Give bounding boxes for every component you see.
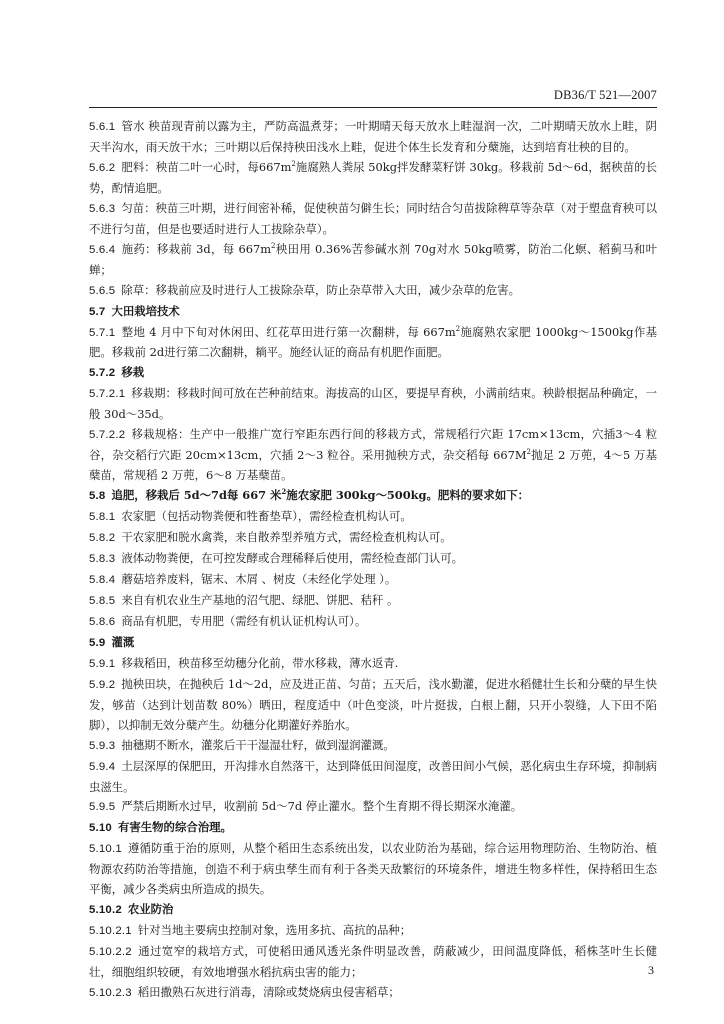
section-text: 有害生物的综合治理。	[117, 820, 232, 835]
section-number: 5.8.5	[89, 594, 116, 607]
section-heading	[89, 302, 657, 323]
section-paragraph	[89, 736, 657, 757]
section-heading	[89, 900, 657, 921]
section-paragraph	[89, 425, 657, 486]
section-number: 5.6.1	[89, 121, 116, 133]
section-text: 匀苗：秧苗三叶期，进行间密补稀，促使秧苗匀僻生长；同时结合匀苗拔除稗草等杂草（对于塑盘育秧可以不进行匀苗，但是也要适时进行人工拔除杂草）。	[89, 200, 657, 236]
section-number: 5.9.4	[89, 760, 116, 773]
section-text: 干农家肥和脱水禽粪，来自散养型养殖方式，需经检查机构认可。	[121, 530, 452, 545]
section-heading	[89, 363, 657, 384]
section-paragraph	[89, 612, 657, 633]
section-paragraph	[89, 675, 657, 736]
section-paragraph	[89, 549, 657, 570]
section-number: 5.7.1	[89, 326, 116, 339]
section-text: 液体动物粪便，在可控发酵或合理稀释后使用，需经检查部门认可。	[121, 551, 464, 566]
section-text: 除草：移栽前应及时进行人工拔除杂草，防止杂草带入大田，减少杂草的危害。	[121, 282, 521, 297]
section-text: 农业防治	[127, 902, 174, 917]
section-text: 秧田用 0.36%苦参碱水剂 70g对水 50kg喷雾，防治二化螟、稻蓟马和叶蝉；	[89, 241, 657, 277]
section-text: 严禁后期断水过早，收割前 5d～7d 停止灌水。整个生育期不得长期深水淹灌。	[121, 799, 523, 814]
section-paragraph	[89, 507, 657, 528]
section-paragraph	[89, 570, 657, 591]
section-text: 移栽期：移栽时间可放在芒种前结束。海拔高的山区，要提早育秧，小满前结束。秧龄根据品种确定，一般 30d～35d。	[89, 386, 657, 422]
section-text: 整地 4 月中下旬对休闲田、红花草田进行第一次翻耕，每 667m	[121, 324, 456, 339]
section-text: 灌溉	[111, 634, 135, 649]
section-number: 5.8	[89, 490, 106, 503]
section-paragraph	[89, 199, 657, 240]
section-text: 针对当地主要病虫控制对象，选用多抗、高抗的品种；	[137, 923, 412, 938]
section-number: 5.8.4	[89, 573, 116, 586]
section-number: 5.6.4	[89, 243, 116, 256]
section-text: 商品有机肥，专用肥（需经有机认证机构认可）。	[121, 613, 367, 628]
section-text: 通过宽窄的栽培方式，可使稻田通风透光条件明显改善，荫蔽减少，田间温度降低，稻株茎叶生长健壮，细胞组织较硬，有效地增强水稻抗病虫害的能力；	[89, 944, 657, 980]
page-body	[89, 117, 657, 1004]
section-number: 5.7.2	[89, 367, 116, 380]
section-heading	[89, 818, 657, 839]
section-paragraph	[89, 839, 657, 900]
header-rule	[89, 107, 657, 108]
section-text: 抛足 2 万蔸，4～5 万基蘖苗，常规稻 2 万蔸，6～8 万基蘖苗。	[89, 448, 657, 483]
section-text: 肥料：秧苗二叶一心时，每667m	[121, 159, 292, 174]
section-text: 土层深厚的保肥田，开沟排水自然落干，达到降低田间湿度，改善田间小气候，恶化病虫生存环境，抑制病虫滋生。	[89, 758, 657, 794]
superscript: 2	[455, 324, 461, 333]
section-text: 来自有机农业生产基地的沼气肥、绿肥、饼肥、秸秆 。	[121, 592, 399, 607]
section-paragraph	[89, 942, 657, 983]
section-paragraph	[89, 323, 657, 364]
section-text: 抛秧田块，在抛秧后 1d～2d，应及进正苗、匀苗；五天后，浅水勤灌，促进水稻健壮生长和分蘖的早生快发，够苗（达到计划苗数 80%）晒田，程度适中（叶色变淡，叶片挺拔，白根上翻，只开小裂缝，人下田不陷脚），以抑制无效分蘖产生。幼穗分化期灌好养胎水。	[89, 676, 657, 732]
document-code: DB36/T 521—2007	[553, 88, 657, 102]
section-paragraph	[89, 240, 657, 281]
section-paragraph	[89, 528, 657, 549]
section-number: 5.6.3	[89, 202, 116, 215]
section-text: 施腐熟农家肥 1000kg～1500kg作基肥。移栽前 2d进行第二次翻耕，耥平。施经认证的商品有机肥作面肥。	[89, 324, 657, 360]
section-text: 蘑菇培养废料，锯末、木屑 、树皮（未经化学处理 ）。	[121, 571, 397, 586]
section-text: 移栽	[121, 365, 145, 380]
section-text: 施农家肥 300kg～500kg。肥料的要求如下：	[286, 488, 529, 503]
superscript: 2	[281, 487, 287, 497]
section-number: 5.10.2.3	[89, 987, 132, 1000]
section-paragraph	[89, 921, 657, 942]
section-text: 遵循防重于治的原则，从整个稻田生态系统出发，以农业防治为基础，综合运用物理防治、生物防治、植物源农药防治等措施，创造不利于病虫孳生而有利于各类天敌繁衍的环境条件，增进生物多样性，保持稻田生态平衡，减少各类病虫所造成的损失。	[89, 841, 657, 897]
section-number: 5.8.2	[89, 532, 116, 545]
section-number: 5.9.1	[89, 657, 116, 670]
superscript: 2	[271, 241, 276, 250]
section-number: 5.8.6	[89, 615, 116, 628]
section-paragraph	[89, 158, 657, 199]
section-text: 管水 秧苗现青前以露为主，严防高温煮芽；一叶期晴天每天放水上畦湿润一次，二叶期晴天放水上畦，阴天半沟水，雨天放干水；三叶期以后保持秧田浅水上畦，促进个体生长发育和分蘖施，达到培育壮秧的目的。	[89, 119, 657, 154]
section-paragraph	[89, 654, 657, 675]
section-number: 5.9.3	[89, 739, 116, 752]
superscript: 2	[291, 160, 296, 169]
section-text: 施药：移栽前 3d，每 667m	[121, 241, 272, 256]
section-paragraph	[89, 797, 657, 818]
section-number: 5.10.1	[89, 843, 122, 856]
section-number: 5.9	[89, 636, 106, 649]
section-number: 5.8.3	[89, 553, 116, 566]
section-text: 农家肥（包括动物粪便和牲畜垫草），需经检查机构认可。	[121, 509, 412, 524]
section-text: 稻田撒熟石灰进行消毒，清除或焚烧病虫侵害稻草；	[137, 985, 400, 1000]
section-number: 5.10.2.1	[89, 925, 132, 938]
section-number: 5.9.5	[89, 801, 116, 814]
page-number: 3	[648, 963, 654, 977]
section-paragraph	[89, 591, 657, 612]
section-number: 5.10	[89, 822, 112, 835]
section-text: 移栽规格：生产中一般推广宽行窄距东西行间的移栽方式，常规稻行穴距 17cm×13cm，穴插3～4 粒谷，杂交稻行穴距 20cm×13cm，穴插 2～3 粒谷。采用抛秧方式，杂交稻每 667M	[89, 427, 657, 463]
section-text: 追肥，移栽后 5d～7d每 667 米	[111, 488, 282, 503]
section-number: 5.6.5	[89, 284, 116, 297]
section-number: 5.10.2.2	[89, 946, 132, 959]
section-text: 大田栽培技术	[111, 303, 180, 318]
section-paragraph	[89, 117, 657, 158]
section-number: 5.7	[89, 305, 106, 318]
section-number: 5.6.2	[89, 161, 116, 174]
section-heading	[89, 633, 657, 654]
section-paragraph	[89, 281, 657, 302]
section-number: 5.9.2	[89, 678, 116, 691]
section-text: 抽穗期不断水，灌浆后干干湿湿壮籽，做到湿润灌溉。	[121, 737, 395, 752]
section-text: 施腐熟人粪尿 50kg拌发酵菜籽饼 30kg。移栽前 5d～6d，据秧苗的长势，酌情追肥。	[89, 159, 657, 195]
section-heading	[89, 486, 657, 507]
section-text: 移栽稻田，秧苗移至幼穗分化前，带水移栽，薄水返青.	[121, 655, 399, 670]
superscript: 2	[526, 448, 531, 457]
section-number: 5.7.2.2	[89, 429, 126, 442]
section-number: 5.10.2	[89, 904, 122, 917]
section-paragraph	[89, 384, 657, 425]
section-number: 5.8.1	[89, 511, 116, 524]
section-paragraph	[89, 983, 657, 1004]
section-number: 5.7.2.1	[89, 388, 126, 401]
section-paragraph	[89, 757, 657, 798]
